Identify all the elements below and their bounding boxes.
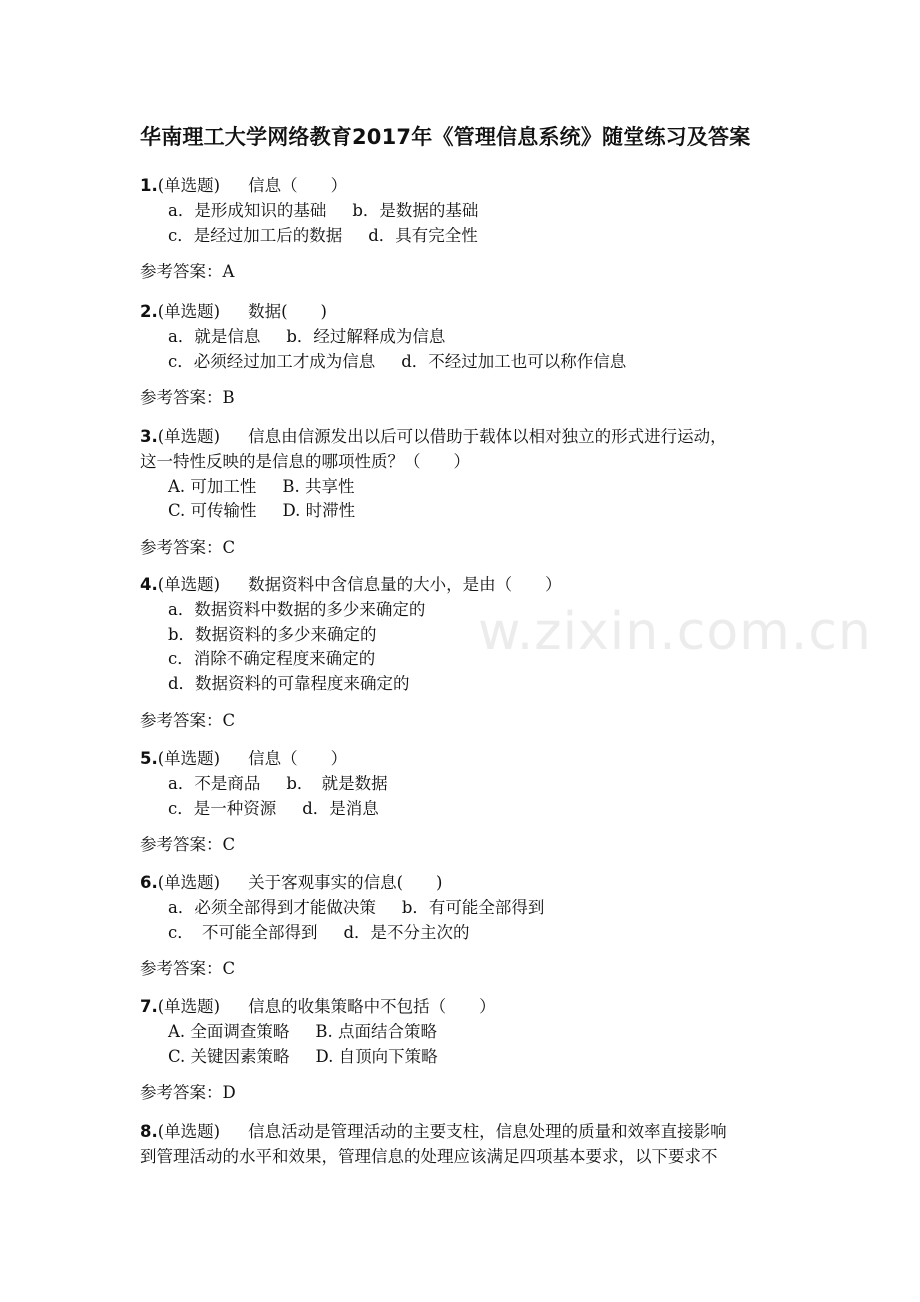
document-title: 华南理工大学网络教育2017年《管理信息系统》随堂练习及答案 [140, 125, 751, 149]
option-text: a．是形成知识的基础 [168, 200, 327, 220]
question-stem-line [140, 450, 800, 475]
question-type: (单选题) [157, 427, 221, 446]
question-number: 5. [140, 749, 158, 768]
option-text: b． 就是数据 [286, 773, 388, 793]
answer-line: 参考答案：A [140, 262, 235, 282]
option-text: B. 共享性 [282, 476, 355, 496]
question-stem: 信息（ ） [248, 176, 348, 195]
option-text: c．是经过加工后的数据 [168, 225, 343, 245]
option-text: a．不是商品 [168, 773, 261, 793]
option-text: b．是数据的基础 [352, 200, 479, 220]
question-stem-line [140, 300, 800, 325]
option-text: b．经过解释成为信息 [286, 326, 446, 346]
option-text: D. 自顶向下策略 [315, 1046, 438, 1066]
question-block [140, 747, 800, 858]
question-type: (单选题) [157, 1122, 221, 1141]
option-text: b．数据资料的多少来确定的 [168, 624, 377, 644]
question-block [140, 1120, 800, 1170]
answer-line: 参考答案：C [140, 538, 236, 558]
option-row [140, 1045, 800, 1070]
option-row [140, 623, 800, 648]
option-row [140, 797, 800, 822]
option-row [140, 647, 800, 672]
question-stem-line [140, 1120, 800, 1145]
option-row [140, 224, 800, 249]
question-number: 8. [140, 1122, 158, 1141]
option-text: D. 时滞性 [282, 501, 356, 521]
question-stem-line [140, 1145, 800, 1170]
question-number: 4. [140, 575, 158, 594]
option-text: d．是不分主次的 [343, 922, 470, 942]
question-stem-line [140, 995, 800, 1020]
option-row [140, 672, 800, 697]
answer-line: 参考答案：B [140, 388, 235, 408]
question-type: (单选题) [157, 575, 221, 594]
watermark: w.zixin.com.cn [478, 602, 872, 662]
option-text: b．有可能全部得到 [401, 897, 545, 917]
question-number: 1. [140, 176, 158, 195]
option-row [140, 1020, 800, 1045]
option-text: A. 可加工性 [168, 476, 257, 496]
question-type: (单选题) [157, 997, 221, 1016]
answer-line: 参考答案：C [140, 710, 236, 730]
option-text: c． 不可能全部得到 [168, 922, 318, 942]
question-stem: 信息的收集策略中不包括（ ） [248, 997, 496, 1016]
question-stem: 数据资料中含信息量的大小，是由（ ） [248, 575, 562, 594]
question-stem: 关于客观事实的信息( ) [248, 873, 443, 892]
answer-line: 参考答案：C [140, 835, 236, 855]
option-text: d．具有完全性 [368, 225, 478, 245]
question-number: 7. [140, 997, 158, 1016]
option-text: a．必须全部得到才能做决策 [168, 897, 376, 917]
option-row [140, 350, 800, 375]
question-stem-line [140, 425, 800, 450]
option-row [140, 921, 800, 946]
option-text: c．必须经过加工才成为信息 [168, 351, 376, 371]
question-number: 3. [140, 427, 158, 446]
question-stem: 信息活动是管理活动的主要支柱，信息处理的质量和效率直接影响 [248, 1122, 727, 1141]
option-text: c．消除不确定程度来确定的 [168, 649, 376, 669]
option-text: C. 可传输性 [168, 501, 257, 521]
question-stem: 数据( ) [248, 302, 327, 321]
question-block [140, 995, 800, 1106]
question-stem: 这一特性反映的是信息的哪项性质？（ ） [140, 451, 470, 471]
question-stem: 信息由信源发出以后可以借助于载体以相对独立的形式进行运动， [248, 427, 727, 446]
question-stem: 信息（ ） [248, 749, 348, 768]
option-text: d．是消息 [302, 798, 379, 818]
option-row [140, 598, 800, 623]
option-row [140, 896, 800, 921]
option-row [140, 772, 800, 797]
option-text: A. 全面调查策略 [168, 1021, 290, 1041]
option-row [140, 325, 800, 350]
question-block [140, 174, 800, 285]
question-type: (单选题) [157, 302, 221, 321]
question-type: (单选题) [157, 749, 221, 768]
question-block [140, 425, 800, 561]
answer-line: 参考答案：D [140, 1083, 236, 1103]
question-type: (单选题) [157, 873, 221, 892]
question-number: 2. [140, 302, 158, 321]
question-stem: 到管理活动的水平和效果，管理信息的处理应该满足四项基本要求，以下要求不 [140, 1146, 718, 1166]
option-text: d．不经过加工也可以称作信息 [401, 351, 627, 371]
option-text: a．数据资料中数据的多少来确定的 [168, 599, 426, 619]
option-row [140, 499, 800, 524]
option-text: C. 关键因素策略 [168, 1046, 290, 1066]
question-stem-line [140, 573, 800, 598]
option-text: a．就是信息 [168, 326, 261, 346]
question-stem-line [140, 871, 800, 896]
question-number: 6. [140, 873, 158, 892]
question-block [140, 573, 800, 734]
option-row [140, 199, 800, 224]
question-block [140, 300, 800, 411]
option-text: c．是一种资源 [168, 798, 277, 818]
option-text: d．数据资料的可靠程度来确定的 [168, 674, 410, 694]
answer-line: 参考答案：C [140, 959, 236, 979]
question-block [140, 871, 800, 982]
question-type: (单选题) [157, 176, 221, 195]
question-stem-line [140, 747, 800, 772]
question-stem-line [140, 174, 800, 199]
option-text: B. 点面结合策略 [315, 1021, 438, 1041]
option-row [140, 475, 800, 500]
